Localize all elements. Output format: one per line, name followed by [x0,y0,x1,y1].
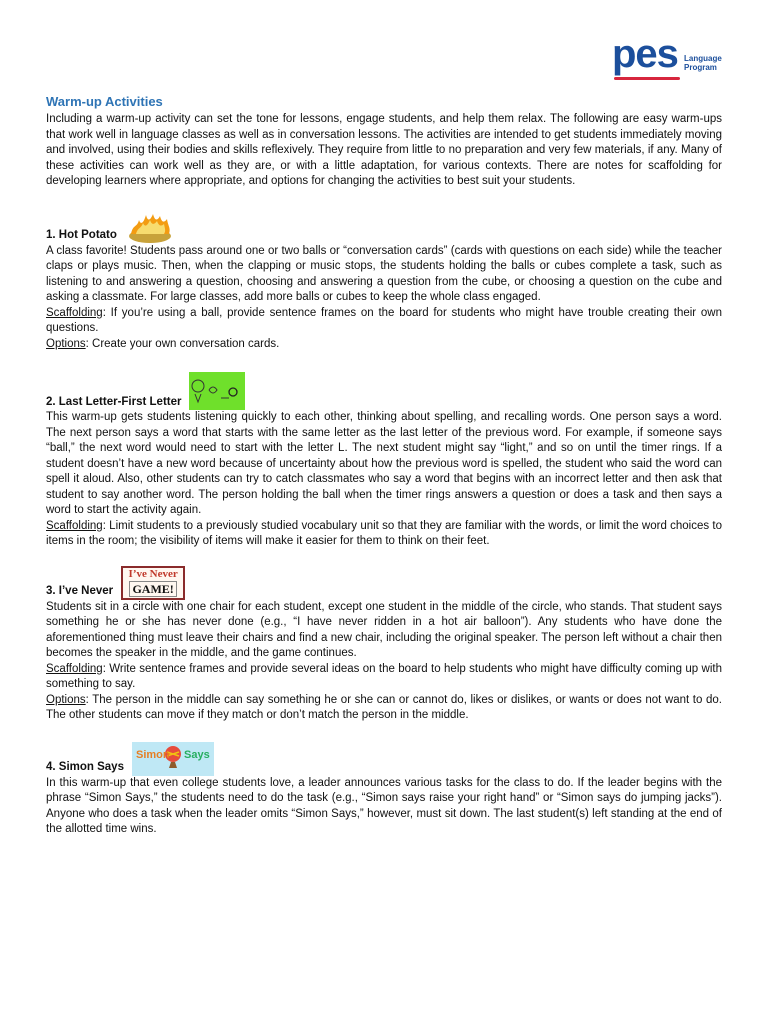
section-last-letter [46,372,722,550]
options-label: Options [46,337,86,350]
intro-paragraph: Including a warm-up activity can set the tone for lessons, engage students, and help them relax. The following are easy warm-ups that work well in language classes as well as in conversation lessons. The activities are intended to get students immediately moving and involved, using their bodies and skills reflexively. They require from little to no preparation and very few materials, if any. Many of these activities can work well as they are, or with a little adaptation, for various contexts. There are notes for scaffolding for developing learners where appropriate, and options for changing the activities to best suit your students. [46,113,722,187]
fire-potato-image [127,212,173,244]
logo-underline [614,77,680,80]
logo-sub-line1: Language [684,54,722,63]
section-heading [46,742,722,776]
section-body: Students sit in a circle with one chair for each student, except one student in the middle of the circle, who stands. That student says something he or she has never done (e.g., “I have never ridden in a hot air balloon”). Any students who have done the aforementioned thing must leave their chairs and find a new chair, including the original speaker. The person left without a chair then becomes the speaker in the middle, and the game continues. [46,600,722,659]
section-body: In this warm-up that even college students love, a leader announces various tasks for the class to do. If the leader begins with the phrase “Simon Says,” the students need to do the task (e.g., “Simon says raise your right hand” or “Simon says do jumping jacks”). Anyone who does a task when the leader omits “Simon Says,” however, must sit down. The last student(s) left standing at the end of the allotted time wins. [46,776,722,835]
options-text: : The person in the middle can say something he or she can or cannot do, likes or dislikes, or wants or does not want to do. The other students can move if they match or don’t match the person in the middle. [46,693,722,721]
scaffolding-text: : Limit students to a previously studied vocabulary unit so that they are familiar with the words, or limit the word choices to items in the room; the visibility of items will make it easier for them to think on their feet. [46,519,722,547]
pes-logo [612,32,722,80]
section-title: 3. I’ve Never [46,585,114,597]
section-simon-says [46,742,722,838]
section-title: 1. Hot Potato [46,229,117,241]
section-title: 2. Last Letter-First Letter [46,395,182,408]
section-heading [46,566,722,600]
page-title: Warm-up Activities [46,94,163,109]
scaffolding-text: : Write sentence frames and provide several ideas on the board to help students who might have difficulty coming up with something to say. [46,662,722,690]
section-ive-never [46,566,722,724]
logo-sub-line2: Program [684,63,717,72]
section-hot-potato [46,212,722,353]
options-note [46,337,722,353]
scaffolding-label: Scaffolding [46,306,103,319]
simon-image-text: Simon [135,748,170,761]
section-heading [46,372,722,410]
scaffolding-note [46,519,722,550]
options-label: Options [46,693,86,706]
logo-subtitle [684,54,722,72]
logo-wordmark: pes [612,32,678,76]
says-image-text: Says [183,748,210,761]
ive-never-game-image [121,566,185,600]
ive-never-image-text: I’ve Never [128,567,178,580]
game-image-text: GAME! [129,581,177,597]
last-letter-image [189,372,245,410]
scaffolding-note [46,662,722,693]
options-note [46,693,722,724]
scaffolding-note [46,306,722,337]
document-body [46,94,722,838]
section-body: A class favorite! Students pass around one or two balls or “conversation cards” (cards with questions on each side) while the teacher claps or plays music. Then, when the clapping or music stops, the students holding the balls or cubes complete a task, such as listening to and answering a question, choosing and answering a question from the cube, or choosing a question on the cube and asking a classmate. For large classes, add more balls or cubes to keep the whole class engaged. [46,244,722,303]
section-body: This warm-up gets students listening quickly to each other, thinking about spelling, and recalling words. One person says a word. The next person says a word that starts with the same letter as the last letter of the previous word. For example, if someone says “ball,” the next word would need to start with the letter L. The next student might say “light,” and so on until the timer rings. If a student doesn’t have a new word because of uncertainty about how the previous word is spelled, the student who said the word can spell it aloud. Also, other students can try to catch classmates who say a word that begins with an incorrect letter and then ask that student to say another word. The person holding the ball when the timer rings answers a question or does a task and then says a word to start the activity again. [46,411,722,516]
scaffolding-text: : If you’re using a ball, provide sentence frames on the board for students who might have trouble creating their own questions. [46,306,722,334]
section-heading [46,212,722,244]
section-title: 4. Simon Says [46,761,124,773]
options-text: : Create your own conversation cards. [85,337,280,350]
scaffolding-label: Scaffolding [46,662,103,675]
scaffolding-label: Scaffolding [46,519,103,532]
simon-says-image [132,742,214,776]
